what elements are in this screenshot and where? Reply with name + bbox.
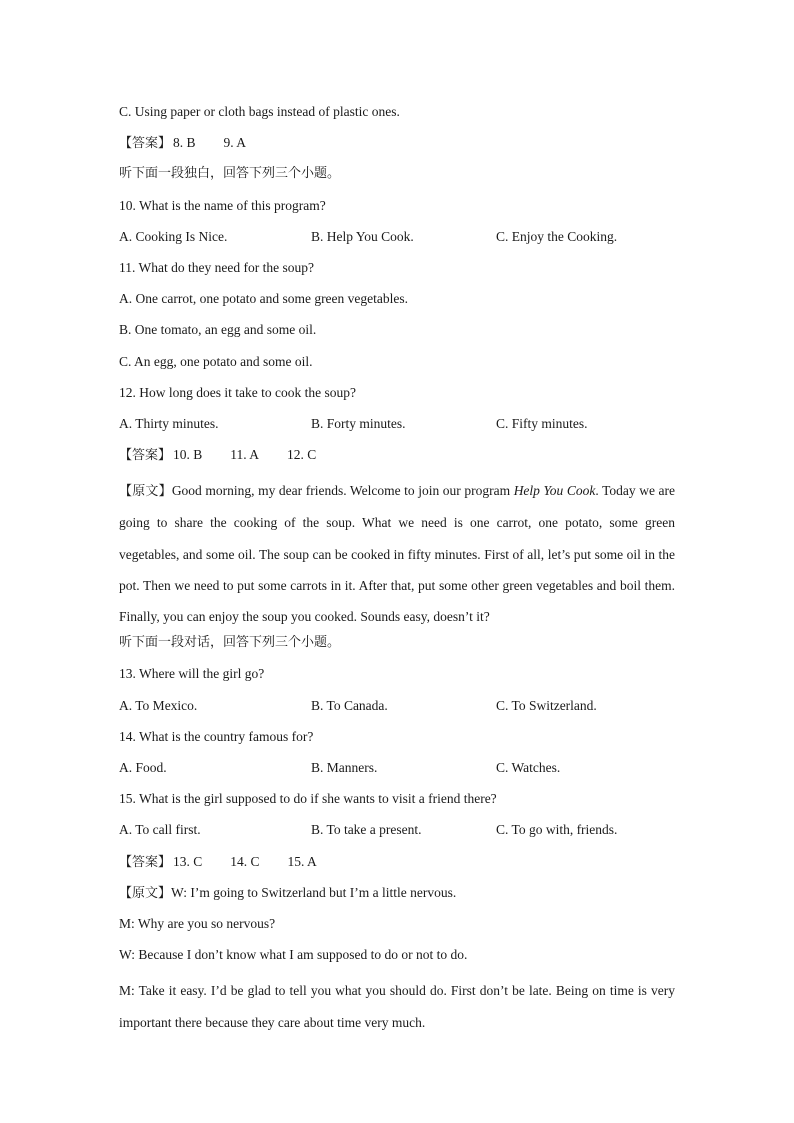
option-c: C. To Switzerland. (496, 697, 597, 713)
option-a: A. Cooking Is Nice. (119, 228, 228, 244)
q9-option-c: C. Using paper or cloth bags instead of plastic ones. (119, 104, 400, 119)
transcript-text: . Today we are going to share the cooking of the soup. What we need is one carrot, one potato, some green vegetables, and some oil. The soup can be cooked in fifty minutes. First of all, let’s put some oil in the pot. Then we need to put some carrots in it. After that, put some other green vegetables and boil them. Finally, you can enjoy the soup you cooked. Sounds easy, doesn’t it? (119, 483, 675, 625)
answer-block-13-15 (119, 851, 679, 882)
option-c: C. An egg, one potato and some oil. (119, 353, 313, 369)
transcript-dialogue-line: M: Why are you so nervous? (119, 915, 276, 931)
answer-block-8-9 (119, 132, 679, 163)
transcript-monologue (119, 475, 675, 632)
answer-value: 9. A (223, 135, 247, 151)
question-14-options (119, 757, 679, 788)
option-a: A. One carrot, one potato and some green vegetables. (119, 291, 409, 307)
transcript-tag: 【原文】 (119, 885, 172, 901)
answer-block-10-12 (119, 444, 679, 475)
question-13-stem: 13. Where will the girl go? (119, 666, 265, 682)
answer-value: 14. C (230, 853, 260, 869)
option-c: C. Fifty minutes. (496, 415, 588, 431)
answer-tag: 【答案】 (119, 854, 172, 870)
transcript-text: Good morning, my dear friends. Welcome to join our program (171, 483, 514, 499)
option-c: C. Watches. (496, 760, 561, 776)
option-b: B. To take a present. (311, 822, 422, 838)
section-heading-dialogue: 听下面一段对话，回答下列三个小题。 (119, 635, 341, 651)
option-b: B. Forty minutes. (311, 415, 406, 431)
transcript-dialogue-line: W: Because I don’t know what I am supposed to do or not to do. (119, 947, 468, 963)
option-b: B. Help You Cook. (311, 228, 414, 244)
answer-tag: 【答案】 (119, 448, 172, 464)
question-12-stem: 12. How long does it take to cook the soup? (119, 384, 356, 400)
question-11-stem: 11. What do they need for the soup? (119, 259, 314, 275)
question-13-options (119, 695, 679, 726)
question-10-options (119, 226, 679, 257)
option-a: A. To Mexico. (119, 697, 198, 713)
question-10-stem: 10. What is the name of this program? (119, 197, 326, 213)
answer-value: 13. C (173, 853, 203, 869)
option-a: A. To call first. (119, 822, 201, 838)
answer-value: 10. B (173, 447, 203, 463)
section-heading-monologue: 听下面一段独白，回答下列三个小题。 (119, 166, 341, 182)
transcript-dialogue-line (119, 882, 679, 913)
transcript-dialogue-line: M: Take it easy. I’d be glad to tell you what you should do. First don’t be late. Being on time is very important there because they care about time very much. (119, 983, 675, 1030)
option-a: A. Thirty minutes. (119, 415, 219, 431)
answer-value: 11. A (230, 447, 260, 463)
option-b: B. To Canada. (311, 697, 388, 713)
question-15-stem: 15. What is the girl supposed to do if she wants to visit a friend there? (119, 791, 497, 807)
question-15-options (119, 819, 679, 850)
answer-tag: 【答案】 (119, 136, 172, 152)
option-b: B. One tomato, an egg and some oil. (119, 322, 317, 338)
answer-value: 15. A (287, 853, 317, 869)
question-12-options (119, 413, 679, 444)
program-title: Help You Cook (513, 483, 596, 499)
option-c: C. Enjoy the Cooking. (496, 228, 618, 244)
option-c: C. To go with, friends. (496, 822, 618, 838)
question-14-stem: 14. What is the country famous for? (119, 728, 314, 744)
dialogue-text: W: I’m going to Switzerland but I’m a little nervous. (171, 884, 457, 900)
answer-value: 8. B (173, 135, 196, 151)
answer-value: 12. C (287, 447, 317, 463)
transcript-tag: 【原文】 (119, 484, 172, 500)
option-a: A. Food. (119, 760, 167, 776)
document-page (119, 101, 679, 1038)
option-b: B. Manners. (311, 760, 378, 776)
